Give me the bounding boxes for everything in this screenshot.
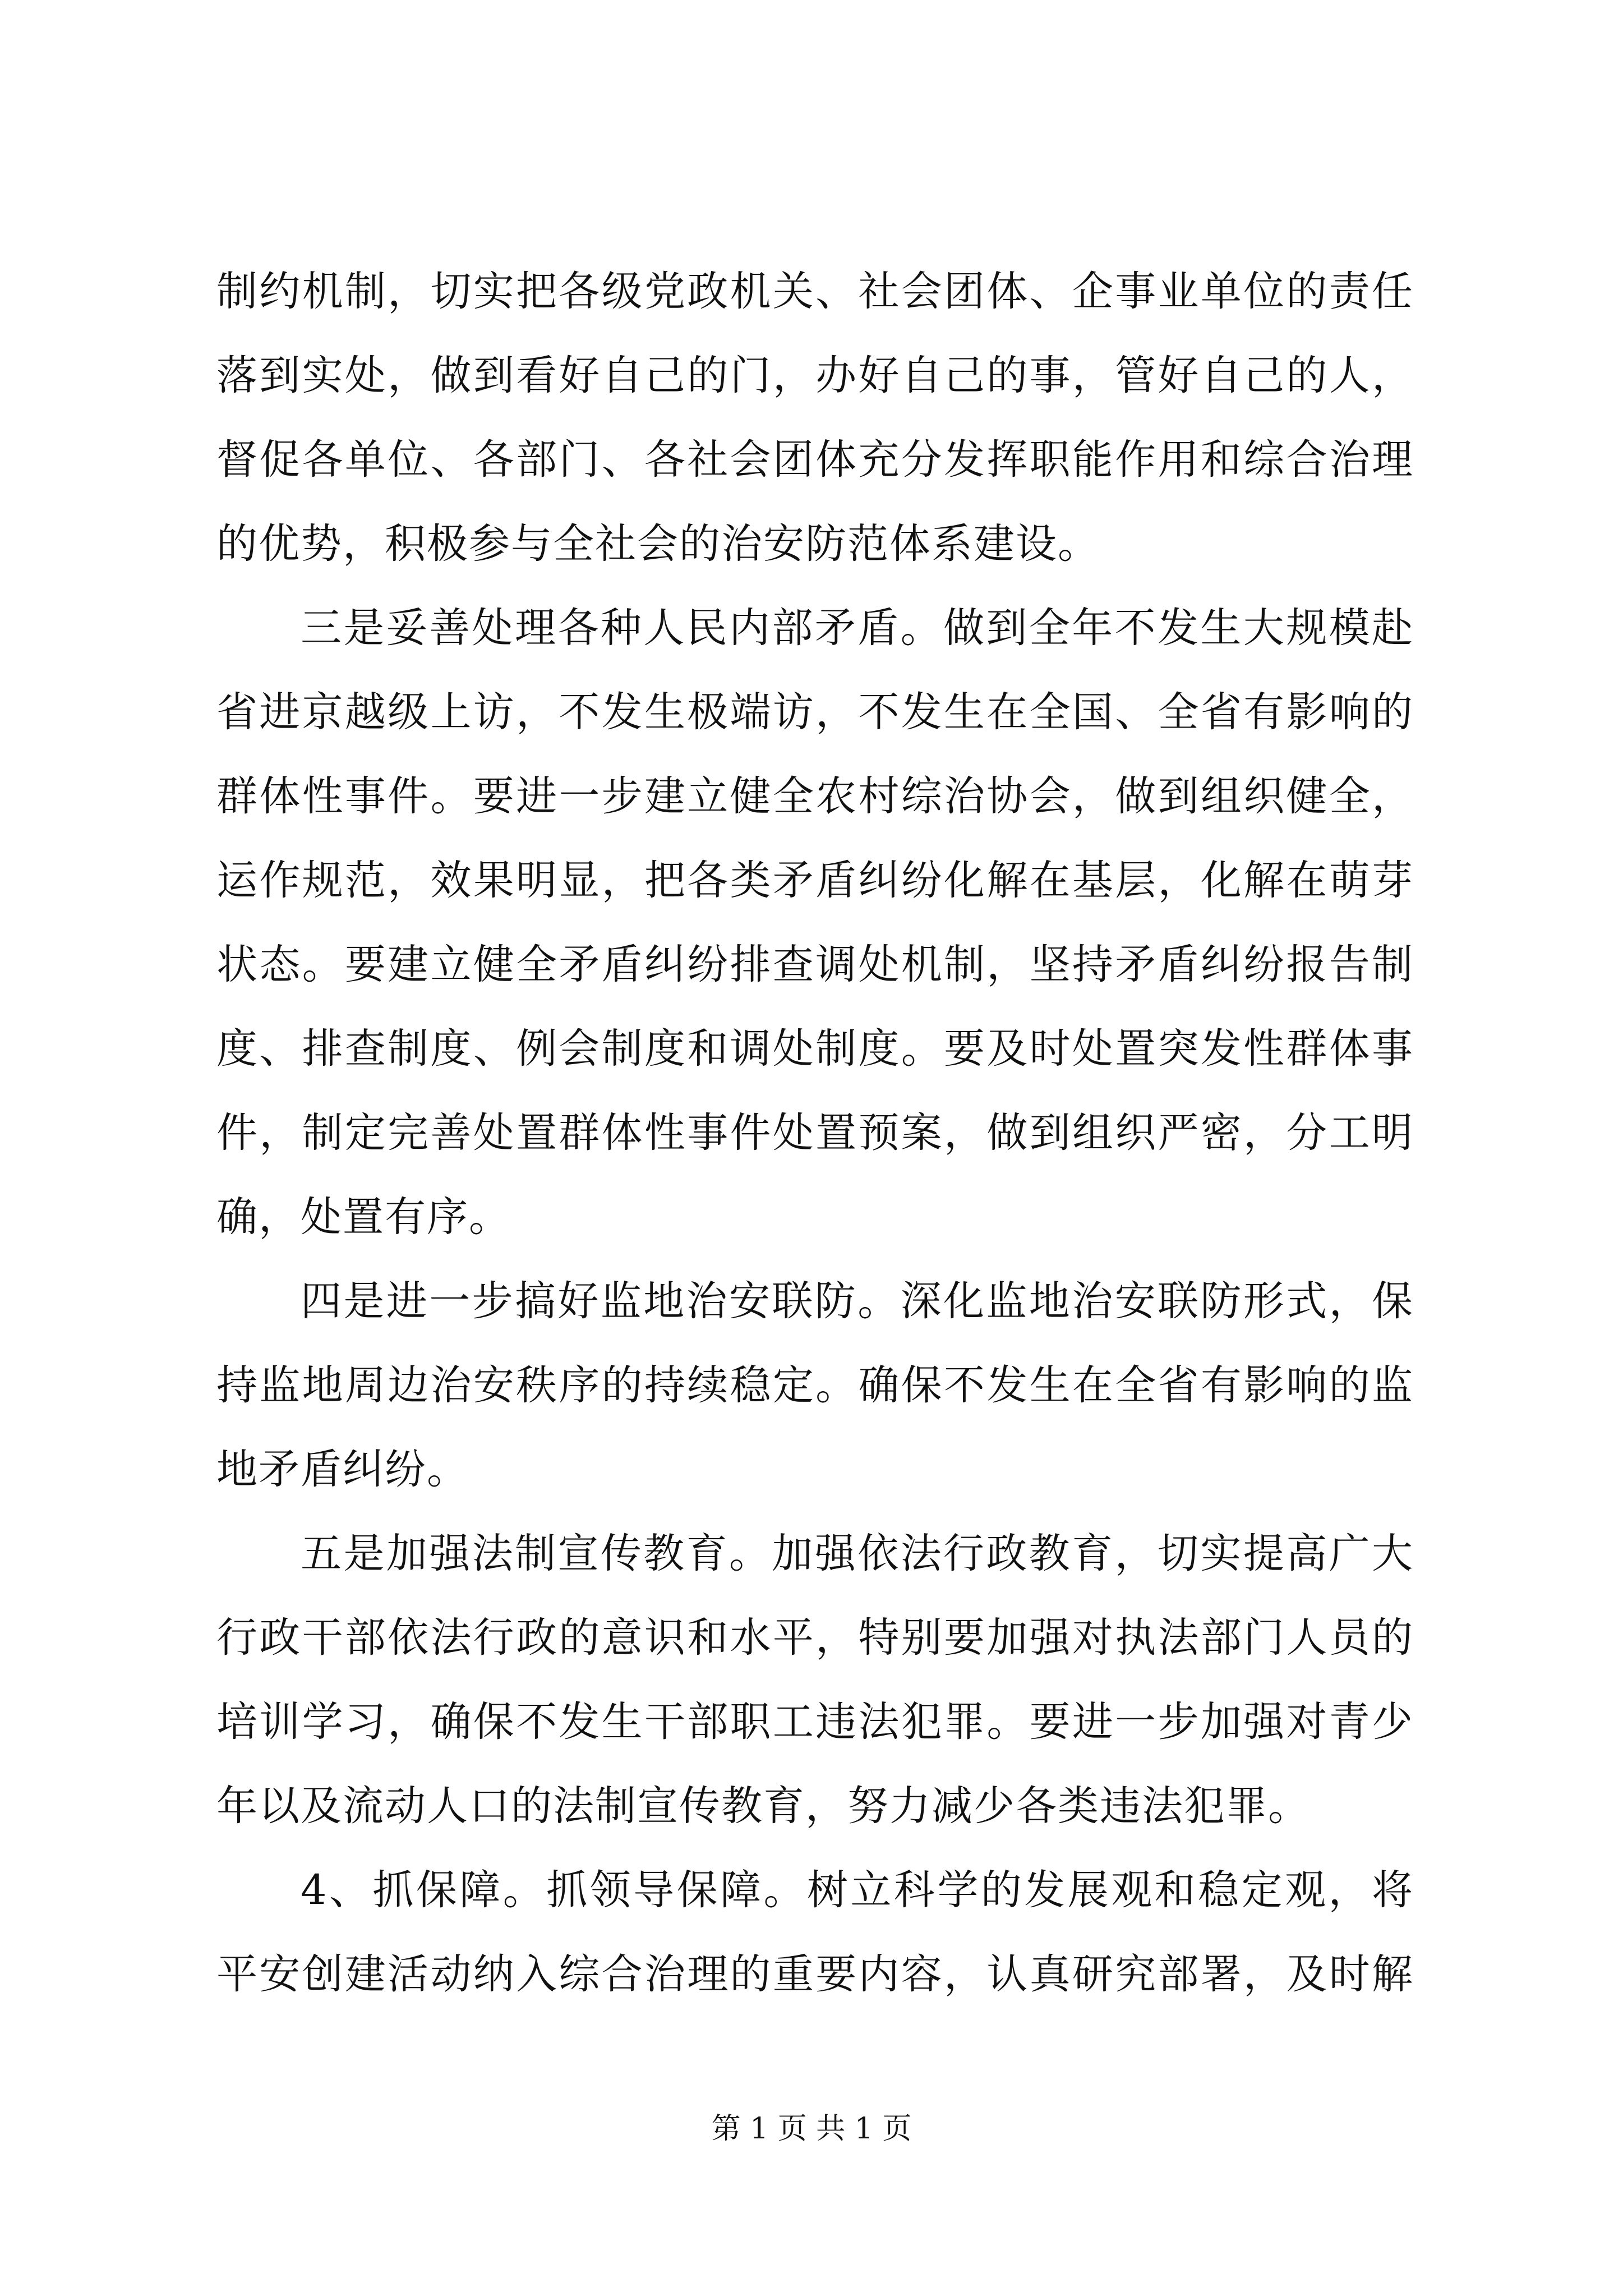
text-line: 状态。要建立健全矛盾纠纷排查调处机制，坚持矛盾纠纷报告制 [216, 941, 1414, 988]
text-line: 件，制定完善处置群体性事件处置预案，做到组织严密，分工明 [216, 1109, 1414, 1157]
text-line: 运作规范，效果明显，把各类矛盾纠纷化解在基层，化解在萌芽 [216, 857, 1414, 904]
text-line: 行政干部依法行政的意识和水平，特别要加强对执法部门人员的 [216, 1614, 1414, 1662]
text-line: 落到实处，做到看好自己的门，办好自己的事，管好自己的人， [216, 352, 1414, 399]
text-line: 制约机制，切实把各级党政机关、社会团体、企事业单位的责任 [216, 268, 1414, 315]
page-footer: 第 1 页 共 1 页 [711, 2112, 912, 2146]
paragraph-start-line: 三是妥善处理各种人民内部矛盾。做到全年不发生大规模赴 [301, 604, 1414, 652]
text-line: 持监地周边治安秩序的持续稳定。确保不发生在全省有影响的监 [216, 1361, 1414, 1409]
text-line: 省进京越级上访，不发生极端访，不发生在全国、全省有影响的 [216, 688, 1414, 736]
text-line: 平安创建活动纳入综合治理的重要内容，认真研究部署，及时解 [216, 1950, 1414, 1998]
text-line: 度、排查制度、例会制度和调处制度。要及时处置突发性群体事 [216, 1025, 1414, 1073]
paragraph-start-line: 四是进一步搞好监地治安联防。深化监地治安联防形式，保 [301, 1277, 1414, 1325]
paragraph-start-line: 4、抓保障。抓领导保障。树立科学的发展观和稳定观，将 [301, 1866, 1414, 1914]
text-line: 年以及流动人口的法制宣传教育，努力减少各类违法犯罪。 [216, 1782, 1310, 1830]
text-line: 确，处置有序。 [216, 1193, 511, 1241]
text-line: 督促各单位、各部门、各社会团体充分发挥职能作用和综合治理 [216, 436, 1414, 484]
paragraph-start-line: 五是加强法制宣传教育。加强依法行政教育，切实提高广大 [301, 1530, 1414, 1577]
text-line: 培训学习，确保不发生干部职工违法犯罪。要进一步加强对青少 [216, 1698, 1414, 1746]
text-line: 的优势，积极参与全社会的治安防范体系建设。 [216, 520, 1100, 568]
text-line: 群体性事件。要进一步建立健全农村综治协会，做到组织健全， [216, 772, 1414, 820]
text-line: 地矛盾纠纷。 [216, 1446, 469, 1493]
